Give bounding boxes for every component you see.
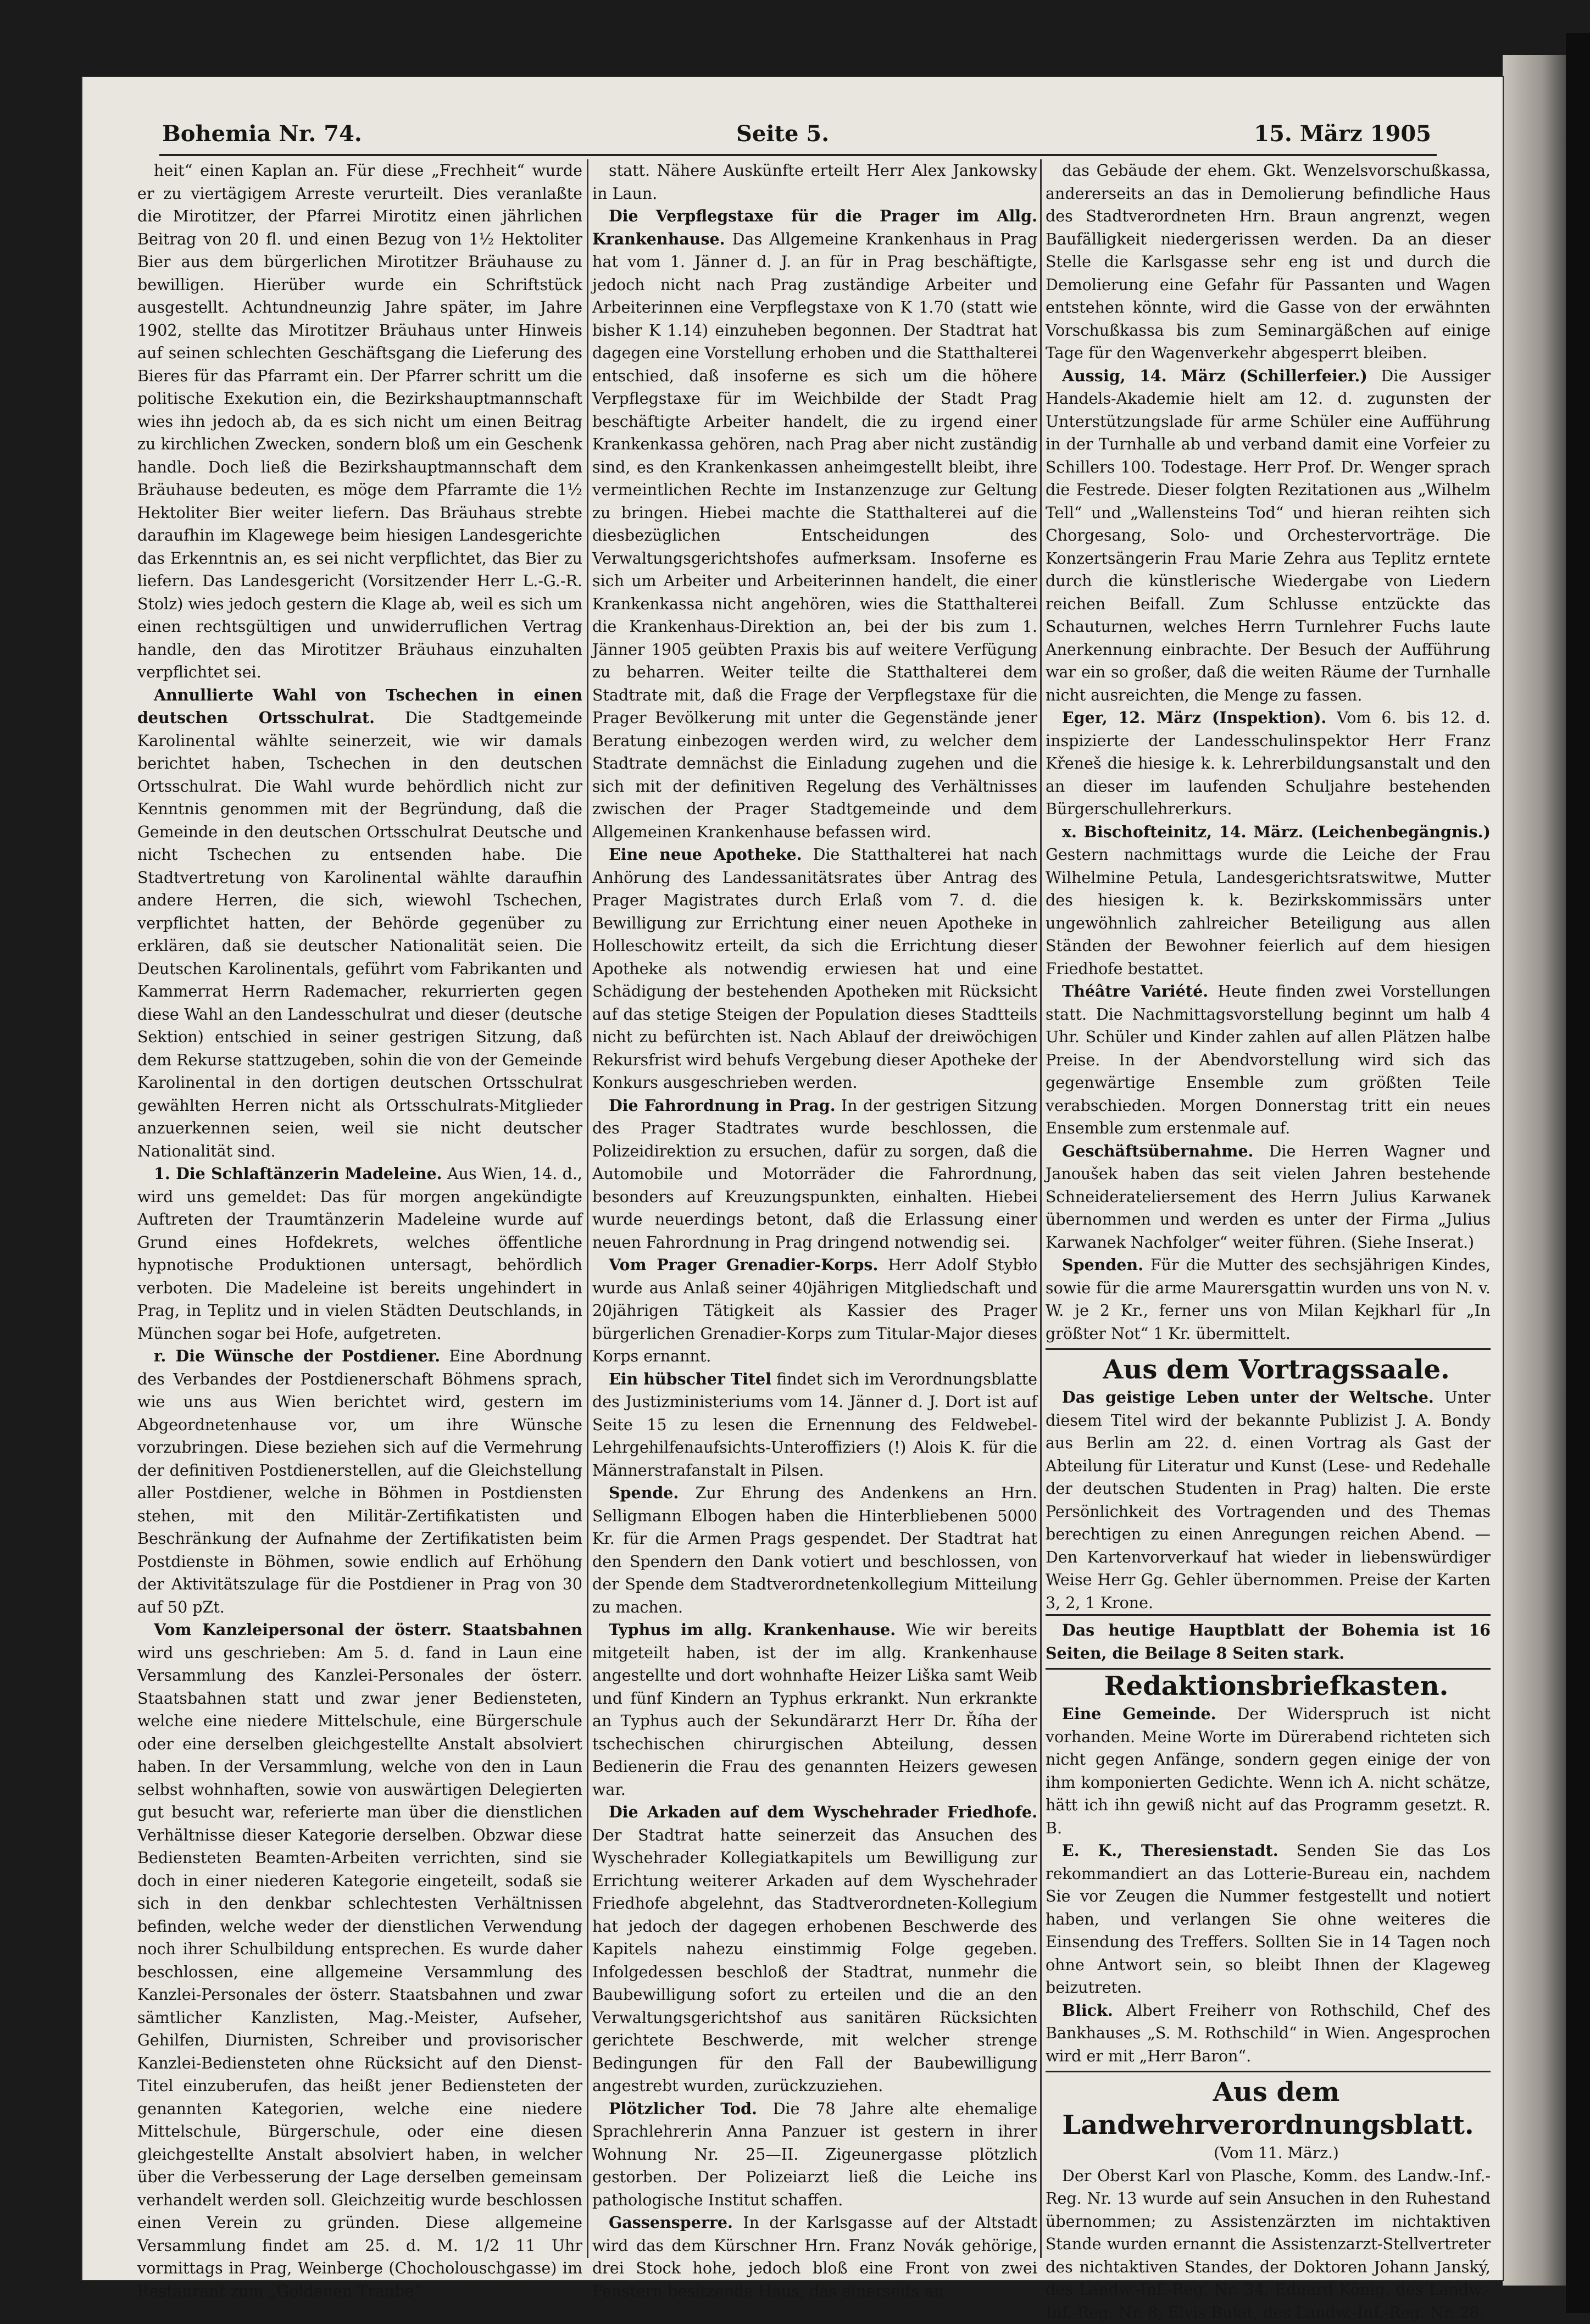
article-headline: Die Fahrordnung in Prag.: [609, 1096, 836, 1115]
article: [1046, 1703, 1491, 1839]
article-text: In der Karlsgasse auf der Altstadt wird das dem Kürschner Hrn. Franz Novák gehörige, drei Stock hohe, jedoch bloß eine Front von zwei Fenstern besitzende Haus, das einerseits an: [592, 2214, 1037, 2300]
section-rule: [1046, 1348, 1491, 1350]
article: [137, 1163, 582, 1345]
column-2: [592, 159, 1037, 2258]
column-divider: [1040, 159, 1042, 2258]
article-text: Der Stadtrat hatte seinerzeit das Ansuchen des Wyschehrader Kollegiatkapitels um Bewilligung zur Errichtung weiterer Arkaden auf dem Wyschehrader Friedhofe abgelehnt, das Stadtverordneten-Kollegium hat jedoch der dagegen erhobenen Beschwerde des Kapitels nahezu einstimmig Folge gegeben. Infolgedessen beschloß der Stadtrat, nunmehr die Baubewilligung sofort zu erteilen und die an den Verwaltungsgerichtshof aus sanitären Rücksichten gerichtete Beschwerde, mit welcher strenge Bedingungen für den Fall der Baubewilligung angestrebt wurden, zurückzuziehen.: [592, 1826, 1037, 2095]
section-heading: Redaktionsbriefkasten.: [1046, 1670, 1491, 1703]
header-issue: Bohemia Nr. 74.: [162, 121, 362, 147]
header-page-number: Seite 5.: [736, 121, 829, 147]
article: [137, 1619, 582, 2303]
article-headline: Théâtre Variété.: [1062, 982, 1208, 1000]
article-text: Wie wir bereits mitgeteilt haben, ist der im allg. Krankenhause angestellte und dort wohnhafte Heizer Liška samt Weib und fünf Kindern an Typhus erkrankt. Nun erkrankte an Typhus auch der Sekundärarzt Herr Dr. Říha der tschechischen chirurgischen Abteilung, dessen Bedienerin die Frau des genannten Heizers gewesen war.: [592, 1621, 1037, 1799]
article: [1046, 1839, 1491, 1999]
column-1: [137, 159, 582, 2258]
article-text: Der Widerspruch ist nicht vorhanden. Meine Worte im Dürerabend richteten sich nicht gegen Anfänge, sondern gegen einige der von ihm komponierten Gedichte. Wenn ich A. nicht schätze, hätt ich ihn gewiß nicht auf das Programm gesetzt. R. B.: [1046, 1705, 1491, 1837]
article-text: Die Statthalterei hat nach Anhörung des Landessanitätsrates über Antrag des Prager Magistrates durch Erlaß vom 7. d. die Bewilligung zur Errichtung einer neuen Apotheke in Holleschowitz erteilt, da sich die Errichtung dieser Apotheke als notwendig erwiesen hat und eine Schädigung der bestehenden Apotheken mit Rücksicht auf das stetige Steigen der Population dieses Stadtteils nicht zu befürchten ist. Nach Ablauf der dreiwöchigen Rekursfrist wird behufs Vergebung dieser Apotheke der Konkurs ausgeschrieben werden.: [592, 846, 1037, 1092]
article-headline: 1. Die Schlaftänzerin Madeleine.: [154, 1164, 442, 1183]
article: [137, 684, 582, 1163]
section-heading: Aus dem Landwehrverordnungsblatt.: [1046, 2076, 1491, 2142]
article: [1046, 821, 1491, 981]
article-headline: Eine neue Apotheke.: [609, 845, 802, 864]
article: [1046, 707, 1491, 821]
article-headline: Typhus im allg. Krankenhause.: [609, 1620, 896, 1639]
article-text: findet sich im Verordnungsblatte des Justizministeriums vom 14. Jänner d. J. Dort ist auf Seite 15 zu lesen die Ernennung des Feldwebel-Lehrgehilfenaufsichts-Unteroffiziers (!) Alois K. für die Männerstrafanstalt in Pilsen.: [592, 1370, 1037, 1480]
article: [1046, 1254, 1491, 1345]
newspaper-page: [82, 77, 1503, 2280]
section-subheading: (Vom 11. März.): [1046, 2142, 1491, 2165]
article-text: Die Stadtgemeinde Karolinental wählte seinerzeit, wie wir damals berichtet haben, Tschechen in den deutschen Ortsschulrat. Die Wahl wurde behördlich nicht zur Kenntnis genommen mit der Begründung, daß die Gemeinde in den deutschen Ortsschulrat Deutsche und nicht Tschechen zu entsenden habe. Die Stadtvertretung von Karolinental wählte daraufhin andere Herren, die sich, wiewohl Tschechen, verpflichtet hatten, der Behörde gegenüber zu erklären, daß sie deutscher Nationalität seien. Die Deutschen Karolinentals, geführt vom Fabrikanten und Kammerrat Herrn Rademacher, rekurrierten gegen diese Wahl an den Landesschulrat und dieser (deutsche Sektion) entschied in seiner gestrigen Sitzung, daß dem Rekurse stattzugeben, sohin die von der Gemeinde Karolinental in den dortigen deutschen Ortsschulrat gewählten Herren nicht als Ortsschulrats-Mitglieder anzuerkennen seien, weil sie nicht deutscher Nationalität sind.: [137, 709, 582, 1160]
article: [1046, 980, 1491, 1140]
article-text: In der gestrigen Sitzung des Prager Stadtrates wurde beschlossen, die Polizeidirektion zu ersuchen, dafür zu sorgen, daß die Automobile und Motorräder die Fahrordnung, besonders auf Kreuzungspunkten, einhalten. Hiebei wurde neuerdings betont, daß die Erlassung einer neuen Fahrordnung in Prag dringend notwendig sei.: [592, 1097, 1037, 1252]
article-headline: Das geistige Leben unter der Weltsche.: [1062, 1388, 1434, 1406]
article-headline: Aussig, 14. März (Schillerfeier.): [1062, 366, 1367, 385]
section-rule: [1046, 2071, 1491, 2072]
article-text: Das Allgemeine Krankenhaus in Prag hat vom 1. Jänner d. J. an für in Prag beschäftigte, jedoch nicht nach Prag zuständige Arbeiter und Arbeiterinnen eine Verpflegstaxe von K 1.70 (statt wie bisher K 1.14) einzuheben begonnen. Der Stadtrat hat dagegen eine Vorstellung erhoben und die Statthalterei entschied, daß insoferne es sich um die höhere Verpflegstaxe für im Weichbilde der Stadt Prag beschäftigte Arbeiter handelt, die zu irgend einer Krankenkassa gehören, nach Prag aber nicht zuständig sind, es den Krankenkassen anheimgestellt bleibt, ihre vermeintlichen Rechte im Instanzenzuge zur Geltung zu bringen. Hiebei machte die Statthalterei auf die diesbezüglichen Entscheidungen des Verwaltungsgerichtshofes aufmerksam. Insoferne es sich um Arbeiter und Arbeiterinnen handelt, die einer Krankenkassa nicht angehören, wies die Statthalterei die Krankenhaus-Direktion an, bei der bis zum 1. Jänner 1905 geübten Praxis bis auf weitere Verfügung zu beharren. Weiter teilte die Statthalterei dem Stadtrate mit, daß die Frage der Verpflegstaxe für die Prager Bevölkerung mit unter die Gegenstände jener Beratung einbezogen werden wird, zu welcher dem Stadtrate demnächst die Einladung zugehen und die sich mit der definitiven Regelung des Verhältnisses zwischen der Prager Stadtgemeinde und dem Allgemeinen Krankenhause befassen wird.: [592, 230, 1037, 841]
article-headline: Eine Gemeinde.: [1062, 1704, 1216, 1723]
article: [1046, 365, 1491, 707]
article-headline: E. K., Theresienstadt.: [1062, 1841, 1278, 1860]
article-text: wird uns geschrieben: Am 5. d. fand in Laun eine Versammlung des Kanzlei-Personales der österr. Staatsbahnen statt und zwar jener Bediensteten, welche eine niedere Mittelschule, eine Bürgerschule oder eine derselben gleichgestellte Anstalt absolviert haben. In der Versammlung, welche von den in Laun selbst wohnhaften, sowie von auswärtigen Delegierten gut besucht war, referierte man über die dienstlichen Verhältnisse dieser Kategorie derselben. Obzwar diese Bediensteten Beamten-Arbeiten verrichten, sind sie doch in einer niederen Kategorie eingeteilt, sodaß sie sich in den denkbar schlechtesten Verhältnissen befinden, welche weder der dienstlichen Verwendung noch ihrer Schulbildung entsprechen. Es wurde daher beschlossen, eine allgemeine Versammlung des Kanzlei-Personales der österr. Staatsbahnen und zwar sämtlicher Kanzlisten, Mag.-Meister, Aufseher, Gehilfen, Diurnisten, Schreiber und provisorischer Kanzlei-Bediensteten ohne Rücksicht auf den Dienst-Titel einzuberufen, das heißt jener Bediensteten der genannten Kategorien, welche eine niedere Mittelschule, Bürgerschule, oder eine diesen gleichgestellte Anstalt absolviert haben, in welcher über die Verbesserung der Lage derselben gemeinsam verhandelt werden soll. Gleichzeitig wurde beschlossen einen Verein zu gründen. Diese allgemeine Versammlung findet am 25. d. M. 1/2 11 Uhr vormittags in Prag, Weinberge (Chocholouschgasse) im Restaurant zum „Goldenen Traube“: [137, 1644, 582, 2300]
article-text: Gestern nachmittags wurde die Leiche der Frau Wilhelmine Petula, Landesgerichtsratswitwe, Mutter des hiesigen k. k. Bezirkskommissärs unter ungewöhnlich zahlreicher Beteiligung aus allen Ständen der Bewohner feierlich auf dem hiesigen Friedhofe bestattet.: [1046, 846, 1491, 978]
article-text: Die Herren Wagner und Janoušek haben das seit vielen Jahren bestehende Schneiderateliersement des Herrn Julius Karwanek übernommen und werden es unter der Firma „Julius Karwanek Nachfolger“ weiter führen. (Siehe Inserat.): [1046, 1142, 1491, 1252]
article-text: heit“ einen Kaplan an. Für diese „Frechheit“ wurde er zu viertägigem Arreste verurteilt. Dies veranlaßte die Mirotitzer, der Pfarrei Mirotitz einen jährlichen Beitrag von 20 fl. und einen Bezug von 1½ Hektoliter Bier aus dem bürgerlichen Mirotitzer Bräuhause zu bewilligen. Hierüber wurde ein Schriftstück ausgestellt. Achtundneunzig Jahre später, im Jahre 1902, stellte das Mirotitzer Bräuhaus unter Hinweis auf seinen schlechten Geschäftsgang die Lieferung des Bieres für das Pfarramt ein. Der Pfarrer schritt um die politische Exekution ein, die Bezirkshauptmannschaft wies ihn jedoch ab, da es sich nicht um einen Beitrag zu kirchlichen Zwecken, sondern bloß um ein Geschenk handle. Doch ließ die Bezirkshauptmannschaft dem Bräuhause bedeuten, es möge dem Pfarramte die 1½ Hektoliter Bier weiter liefern. Das Bräuhaus strebte daraufhin im Klagewege beim hiesigen Landesgerichte das Erkenntnis an, es sei nicht verpflichtet, das Bier zu liefern. Das Landesgericht (Vorsitzender Herr L.-G.-R. Stolz) wies jedoch gestern die Klage ab, weil es sich um einen rechtsgültigen und unwiderruflichen Vertrag handle, den das Mirotitzer Bräuhaus einzuhalten verpflichtet sei.: [137, 159, 582, 684]
scanner-border: [1566, 33, 1590, 2313]
article-headline: Gassensperre.: [609, 2213, 733, 2232]
article-headline: Plötzlicher Tod.: [609, 2099, 757, 2118]
header-date: 15. März 1905: [1254, 121, 1431, 147]
article: [1046, 1386, 1491, 1614]
article-headline: Geschäftsübernahme.: [1062, 1142, 1253, 1160]
article-text: Unter diesem Titel wird der bekannte Publizist J. A. Bondy aus Berlin am 22. d. einen Vortrag als Gast der Abteilung für Literatur und Kunst (Lese- und Redehalle der deutschen Studenten in Prag) halten. Die erste Persönlichkeit des Vortragenden und des Themas berechtigen zu einen Anregungen reichen Abend. — Den Kartenvorverkauf hat wieder in liebenswürdiger Weise Herr Gg. Gehler übernommen. Preise der Karten 3, 2, 1 Krone.: [1046, 1388, 1491, 1612]
article: [1046, 1999, 1491, 2068]
page-edge-shadow: [1503, 55, 1569, 2286]
article-headline: x. Bischofteinitz, 14. März. (Leichenbegängnis.): [1062, 822, 1491, 841]
header-rule: [159, 154, 1437, 156]
article: [592, 1254, 1037, 1368]
article-headline: r. Die Wünsche der Postdiener.: [154, 1347, 440, 1365]
article-text: Albert Freiherr von Rothschild, Chef des Bankhauses „S. M. Rothschild“ in Wien. Angesprochen wird er mit „Herr Baron“.: [1046, 2001, 1491, 2065]
article: [592, 1094, 1037, 1254]
article-text: Heute finden zwei Vorstellungen statt. Die Nachmittagsvorstellung beginnt um halb 4 Uhr. Schüler und Kinder zahlen auf allen Plätzen halbe Preise. In der Abendvorstellung wird sich das gegenwärtige Ensemble zum größten Teile verabschieden. Morgen Donnerstag tritt ein neues Ensemble zum erstenmale auf.: [1046, 982, 1491, 1137]
article: [592, 843, 1037, 1094]
article-headline: Blick.: [1062, 2001, 1113, 2020]
column-divider: [587, 159, 588, 2258]
column-3: [1046, 159, 1491, 2258]
article-headline: Eger, 12. März (Inspektion).: [1062, 708, 1326, 727]
article: [592, 1482, 1037, 1619]
article-text: Der Oberst Karl von Plasche, Komm. des Landw.-Inf.-Reg. Nr. 13 wurde auf sein Ansuchen in den Ruhestand übernommen; zu Assistenzärzten im nichtaktiven Stande wurden ernannt die Assistenzarzt-Stellvertreter des nichtaktiven Standes, der Doktoren Johann Janský, des Landw.-Inf.-Reg. Nr. 34, Eduard König, des Landw.-Inf.-Reg. Nr. 8, Elvis Bulat, des Landw.-Inf.-Reg. Nr. 28.: [1046, 2165, 1491, 2324]
article: [592, 2211, 1037, 2303]
article-headline: Ein hübscher Titel: [609, 1370, 771, 1388]
article: [1046, 1140, 1491, 1254]
article: [592, 1368, 1037, 1482]
article-text: Eine Abordnung des Verbandes der Postdienerschaft Böhmens sprach, wie uns aus Wien berichtet wird, gestern im Abgeordnetenhause vor, um ihre Wünsche vorzubringen. Diese beziehen sich auf die Vermehrung der definitiven Postdienerstellen, auf die Gleichstellung aller Postdiener, welche in Böhmen in Postdiensten stehen, mit den Militär-Zertifikatisten und Beschränkung der Aufnahme der Zertifikatisten beim Postdienste in Böhmen, sowie endlich auf Erhöhung der Aktivitätszulage für die Postdiener in Prag von 30 auf 50 pZt.: [137, 1347, 582, 1616]
article-headline: Vom Kanzleipersonal der österr. Staatsbahnen: [154, 1620, 582, 1639]
section-heading: Aus dem Vortragssaale.: [1046, 1353, 1491, 1386]
article-text: Für die Mutter des sechsjährigen Kindes, sowie für die arme Maurersgattin wurden uns von N. v. W. je 2 Kr., ferner uns von Milan Kejkharl für „In größter Not“ 1 Kr. übermittelt.: [1046, 1256, 1491, 1343]
article-text: Aus Wien, 14. d., wird uns gemeldet: Das für morgen angekündigte Auftreten der Traumtänzerin Madeleine wurde auf Grund eines Hofdekrets, welches öffentliche hypnotische Produktionen untersagt, behördlich verboten. Die Madeleine ist bereits ungehindert in Prag, in Teplitz und in vielen Städten Deutschlands, in München sogar bei Hofe, aufgetreten.: [137, 1165, 582, 1343]
article-text: Die 78 Jahre alte ehemalige Sprachlehrerin Anna Panzuer ist gestern in ihrer Wohnung Nr. 25—II. Zigeunergasse plötzlich gestorben. Der Polizeiarzt ließ die Leiche ins pathologische Institut schaffen.: [592, 2100, 1037, 2209]
article-text: Die Aussiger Handels-Akademie hielt am 12. d. zugunsten der Unterstützungslade für arme Schüler eine Aufführung in der Turnhalle ab und verband damit eine Vorfeier zu Schillers 100. Todestage. Herr Prof. Dr. Wenger sprach die Festrede. Dieser folgten Rezitationen aus „Wilhelm Tell“ und „Wallensteins Tod“ und hieran reihten sich Chorgesang, Solo- und Orchestervorträge. Die Konzertsängerin Frau Marie Zehra aus Teplitz erntete durch die künstlerische Wiedergabe von Liedern reichen Beifall. Zum Schlusse entzückte das Schauturnen, welches Herrn Turnlehrer Fuchs laute Anerkennung einbrachte. Der Besuch der Aufführung war ein so großer, daß die weiten Räume der Turnhalle nicht ausreichten, die Menge zu fassen.: [1046, 367, 1491, 704]
article-headline: Spende.: [609, 1483, 679, 1502]
article-text: Zur Ehrung des Andenkens an Hrn. Selligmann Elbogen haben die Hinterbliebenen 5000 Kr. für die Armen Prags gespendet. Der Stadtrat hat den Spendern den Dank votiert und beschlossen, von der Spende dem Stadtverordnetenkollegium Mitteilung zu machen.: [592, 1484, 1037, 1616]
article-headline: Spenden.: [1062, 1255, 1143, 1274]
article-text: statt. Nähere Auskünfte erteilt Herr Alex Jankowsky in Laun.: [592, 159, 1037, 205]
article: [137, 1345, 582, 1619]
article: [592, 2098, 1037, 2212]
article: [592, 1801, 1037, 2098]
article-text: Vom 6. bis 12. d. inspizierte der Landesschulinspektor Herr Franz Křeneš die hiesige k. k. Lehrerbildungsanstalt und den an dieser im laufenden Schuljahre bestehenden Bürgerschullehrerkurs.: [1046, 709, 1491, 818]
article-headline: Die Verpflegstaxe für die Prager im Allg. Krankenhause.: [592, 207, 1037, 248]
article-headline: Annullierte Wahl von Tschechen in einen deutschen Ortsschulrat.: [137, 686, 582, 727]
article-text: das Gebäude der ehem. Gkt. Wenzelsvorschußkassa, andererseits an das in Demolierung befindliche Haus des Stadtverordneten Hrn. Braun angrenzt, wegen Baufälligkeit niedergerissen werden. Da an dieser Stelle die Karlsgasse sehr eng ist und durch die Demolierung eine Gefahr für Passanten und Wagen entstehen könnte, wird die Gasse von der erwähnten Vorschußkassa bis zum Seminargäßchen auf einige Tage für den Wagenverkehr abgesperrt bleiben.: [1046, 159, 1491, 365]
article: [592, 1619, 1037, 1801]
page-count-notice: Das heutige Hauptblatt der Bohemia ist 16 Seiten, die Beilage 8 Seiten stark.: [1046, 1614, 1491, 1670]
article-text: Senden Sie das Los rekommandiert an das Lotterie-Bureau ein, nachdem Sie vor Zeugen die Nummer festgestellt und notiert haben, und verlangen Sie ohne weiteres die Einsendung des Treffers. Sollten Sie in 14 Tagen noch ohne Antwort sein, so bleibt Ihnen der Klageweg beizutreten.: [1046, 1842, 1491, 1997]
article-headline: Die Arkaden auf dem Wyschehrader Friedhofe.: [609, 1803, 1037, 1821]
article: [592, 205, 1037, 843]
article-headline: Vom Prager Grenadier-Korps.: [609, 1255, 878, 1274]
article-text: Herr Adolf Stybło wurde aus Anlaß seiner 40jährigen Mitgliedschaft und 20jährigen Tätigkeit als Kassier des Prager bürgerlichen Grenadier-Korps zum Titular-Major dieses Korps ernannt.: [592, 1256, 1037, 1365]
